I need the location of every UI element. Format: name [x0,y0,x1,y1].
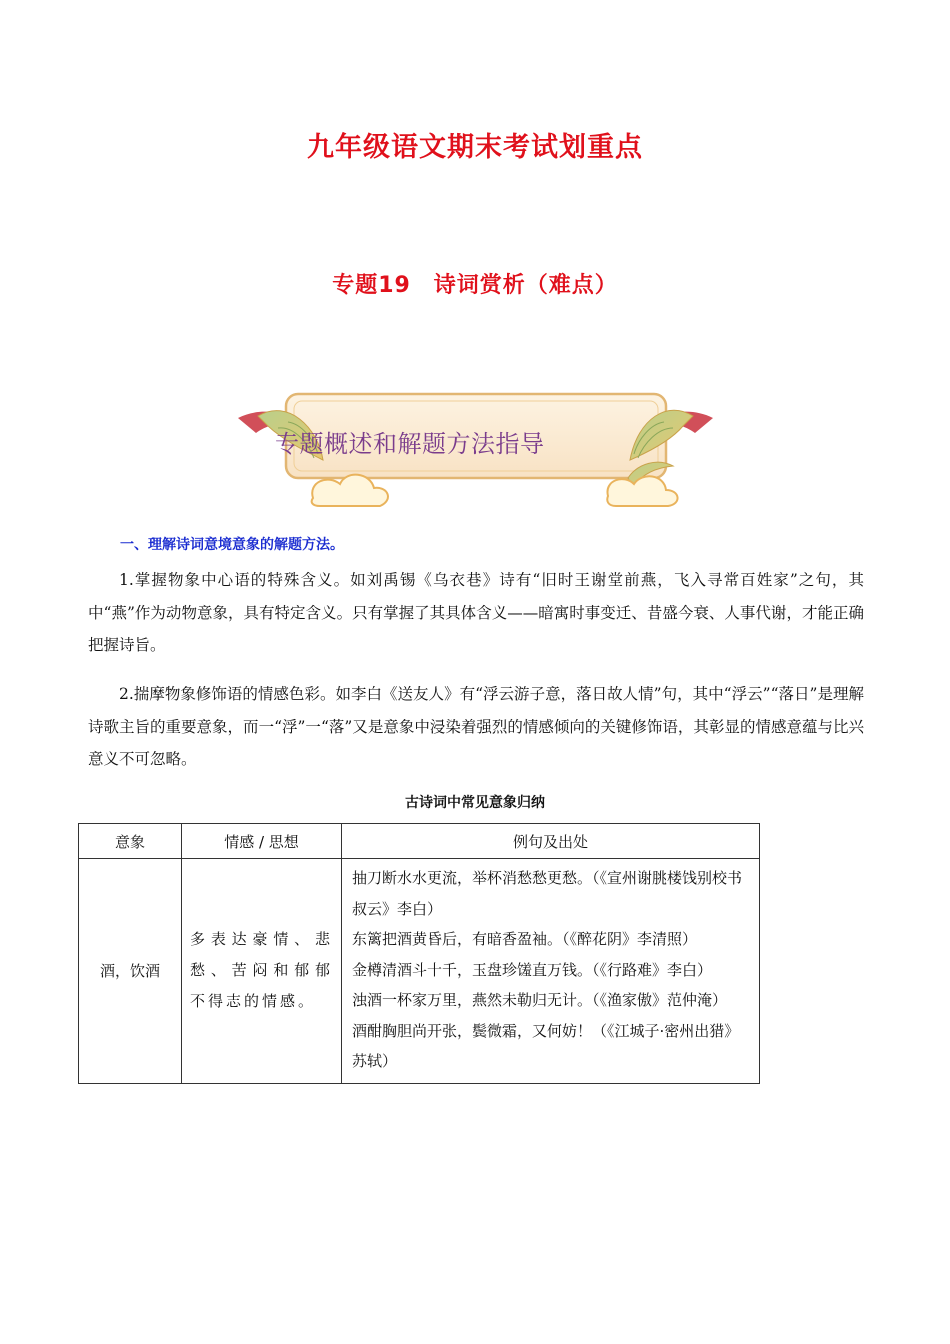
example-line: 酒酣胸胆尚开张，鬓微霜，又何妨！（《江城子·密州出猎》苏轼） [352,1021,740,1070]
paragraph-1: 1.掌握物象中心语的特殊含义。如刘禹锡《乌衣巷》诗有“旧时王谢堂前燕，飞入寻常百姓家”之句，其中“燕”作为动物意象，具有特定含义。只有掌握了其具体含义——暗寓时事变迁、昔盛今衰、人事代谢，才能正确把握诗旨。 [88,571,864,654]
imagery-table [78,823,760,1084]
cloud-icon [312,475,678,506]
paragraph-2: 2.揣摩物象修饰语的情感色彩。如李白《送友人》有“浮云游子意，落日故人情”句，其中“浮云”“落日”是理解诗歌主旨的重要意象，而一“浮”一“落”又是意象中浸染着强烈的情感倾向的关键修饰语，其彰显的情感意蕴与比兴意义不可忽略。 [88,685,864,768]
document-subtitle: 专题19 诗词赏析（难点） [332,273,618,298]
table-header-row [79,824,760,859]
banner-title: 专题概述和解题方法指导 [275,430,545,458]
table-row [79,859,760,1084]
header-feeling: 情感 / 思想 [182,824,342,859]
feeling-cell: 多表达豪情、悲愁、苦闷和郁郁不得志的情感。 [182,859,342,1084]
examples-cell [342,859,760,1084]
example-line: 金樽清酒斗十千，玉盘珍馐直万钱。（《行路难》李白） [352,960,713,979]
example-line: 抽刀断水水更流，举杯消愁愁更愁。（《宣州谢朓楼饯别校书叔云》李白） [352,869,743,918]
example-line: 东篱把酒黄昏后，有暗香盈袖。（《醉花阴》李清照） [352,930,698,948]
header-imagery: 意象 [79,824,182,859]
imagery-cell: 酒，饮酒 [79,859,182,1084]
document-title: 九年级语文期末考试划重点 [307,132,643,163]
header-examples: 例句及出处 [342,824,760,859]
table-title: 古诗词中常见意象归纳 [405,795,545,811]
example-line: 浊酒一杯家万里，燕然未勒归无计。（《渔家傲》范仲淹） [352,991,728,1009]
section-heading: 一、理解诗词意境意象的解题方法。 [120,537,344,553]
